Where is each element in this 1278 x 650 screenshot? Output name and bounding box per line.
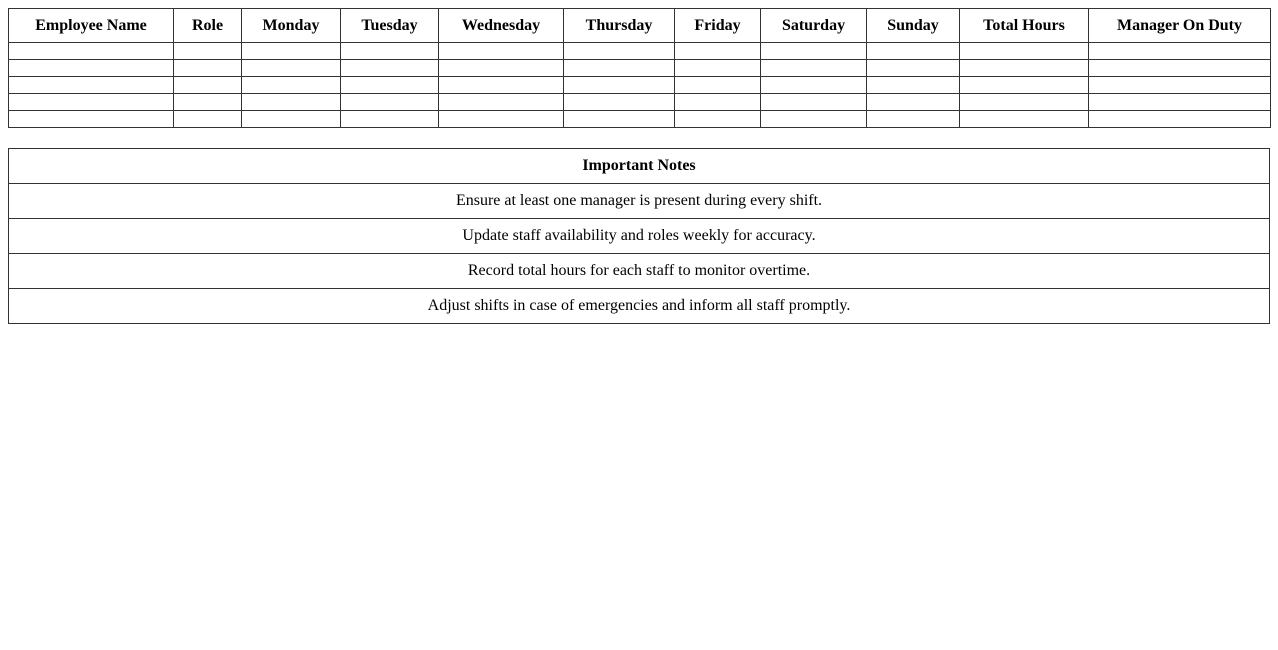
table-cell[interactable] [867,94,960,111]
header-friday: Friday [675,9,761,43]
table-cell[interactable] [242,94,341,111]
page-content [8,8,1270,324]
table-cell[interactable] [761,77,867,94]
schedule-header-row [9,9,1271,43]
table-row [9,111,1271,128]
table-row [9,77,1271,94]
table-cell[interactable] [341,43,439,60]
header-monday: Monday [242,9,341,43]
notes-title: Important Notes [9,149,1270,184]
table-cell[interactable] [675,111,761,128]
note-row [9,254,1270,289]
note-row [9,184,1270,219]
table-cell[interactable] [439,77,564,94]
table-cell[interactable] [675,77,761,94]
table-cell[interactable] [564,60,675,77]
table-cell[interactable] [960,94,1089,111]
table-cell[interactable] [9,94,174,111]
table-cell[interactable] [9,111,174,128]
table-cell[interactable] [9,60,174,77]
table-cell[interactable] [341,111,439,128]
table-row [9,60,1271,77]
notes-table [8,148,1270,324]
table-cell[interactable] [439,111,564,128]
header-wednesday: Wednesday [439,9,564,43]
table-cell[interactable] [1089,77,1271,94]
table-cell[interactable] [9,43,174,60]
note-item: Update staff availability and roles weekly for accuracy. [9,219,1270,254]
table-cell[interactable] [1089,60,1271,77]
table-cell[interactable] [761,60,867,77]
table-cell[interactable] [761,43,867,60]
header-employee-name: Employee Name [9,9,174,43]
table-cell[interactable] [174,94,242,111]
header-saturday: Saturday [761,9,867,43]
table-cell[interactable] [960,43,1089,60]
table-cell[interactable] [867,43,960,60]
note-item: Adjust shifts in case of emergencies and inform all staff promptly. [9,289,1270,324]
table-row [9,94,1271,111]
note-row [9,219,1270,254]
note-item: Ensure at least one manager is present during every shift. [9,184,1270,219]
table-cell[interactable] [242,77,341,94]
table-cell[interactable] [9,77,174,94]
table-cell[interactable] [867,60,960,77]
header-sunday: Sunday [867,9,960,43]
header-role: Role [174,9,242,43]
table-cell[interactable] [675,94,761,111]
notes-header-row [9,149,1270,184]
schedule-table [8,8,1271,128]
table-cell[interactable] [1089,43,1271,60]
table-cell[interactable] [960,60,1089,77]
table-cell[interactable] [867,111,960,128]
table-cell[interactable] [960,77,1089,94]
table-cell[interactable] [242,43,341,60]
table-cell[interactable] [174,111,242,128]
header-thursday: Thursday [564,9,675,43]
table-cell[interactable] [960,111,1089,128]
header-tuesday: Tuesday [341,9,439,43]
header-manager-on-duty: Manager On Duty [1089,9,1271,43]
table-cell[interactable] [174,43,242,60]
table-cell[interactable] [675,43,761,60]
table-cell[interactable] [564,43,675,60]
table-cell[interactable] [242,60,341,77]
table-cell[interactable] [439,94,564,111]
table-cell[interactable] [439,60,564,77]
note-row [9,289,1270,324]
table-cell[interactable] [761,94,867,111]
table-cell[interactable] [1089,111,1271,128]
table-cell[interactable] [564,77,675,94]
note-item: Record total hours for each staff to monitor overtime. [9,254,1270,289]
table-cell[interactable] [341,94,439,111]
table-cell[interactable] [439,43,564,60]
table-cell[interactable] [242,111,341,128]
header-total-hours: Total Hours [960,9,1089,43]
table-cell[interactable] [1089,94,1271,111]
table-cell[interactable] [564,111,675,128]
table-cell[interactable] [675,60,761,77]
schedule-body [9,43,1271,128]
table-row [9,43,1271,60]
table-cell[interactable] [174,77,242,94]
table-cell[interactable] [867,77,960,94]
table-cell[interactable] [564,94,675,111]
table-cell[interactable] [341,60,439,77]
table-cell[interactable] [341,77,439,94]
table-cell[interactable] [761,111,867,128]
table-cell[interactable] [174,60,242,77]
